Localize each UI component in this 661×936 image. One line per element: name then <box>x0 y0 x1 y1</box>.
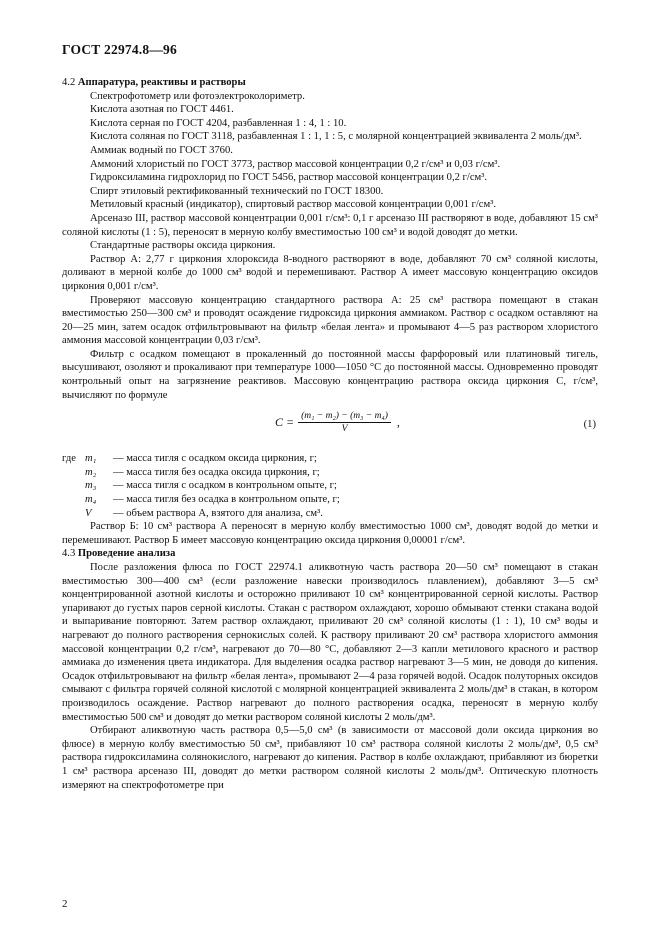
paragraph: Кислота азотная по ГОСТ 4461. <box>90 104 234 116</box>
paragraph: Аммоний хлористый по ГОСТ 3773, раствор массовой концентрации 0,2 г/см³ и 0,03 г/см³. <box>90 158 501 170</box>
paragraph: Фильтр с осадком помещают в прокаленный до постоянной массы фарфоровый или платиновый тигель, высушивают, озоляют и прокаливают при температуре 1000—1050 °С до постоянной массы. Одновременно проводят контрольный опыт на загрязнение реактивов. Массовую концентрацию раствора оксида циркония С, г/см³, вычисляют по формуле <box>62 348 598 401</box>
paragraph: Раствор Б: 10 см³ раствора А переносят в мерную колбу вместимостью 1000 см³, доводят водой до метки и перемешивают. Раствор Б имеет массовую концентрацию оксида циркония 0,00001 г/см³. <box>62 521 598 546</box>
paragraph: Отбирают аликвотную часть раствора 0,5—5,0 см³ (в зависимости от массовой доли оксида циркония во флюсе) в мерную колбу вместимостью 50 см³, прибавляют 10 см³ раствора соляной кислоты 2 моль/дм³, 0,5 см³ раствора гидроксиламина солянокислого, нагревают до кипения. Раствор в колбе охлаждают, прибавляют из бюретки 1 см³ раствора арсеназо III, доводят до метки раствором соляной кислоты 2 моль/дм³. Оптическую плотность измеряют на спектрофотометре при <box>62 725 598 791</box>
legend-row <box>62 507 598 521</box>
legend-row <box>62 452 598 466</box>
legend-text: — масса тигля с осадком оксида циркония, г; <box>113 453 317 465</box>
legend-text: — масса тигля с осадком в контрольном опыте, г; <box>113 480 337 492</box>
section-number: 4.3 <box>62 548 76 560</box>
paragraph: Кислота соляная по ГОСТ 3118, разбавленная 1 : 1, 1 : 5, с молярной концентрацией эквивалента 2 моль/дм³. <box>90 131 582 143</box>
formula-fraction <box>298 410 391 435</box>
page-number: 2 <box>62 898 68 910</box>
paragraph: Кислота серная по ГОСТ 4204, разбавленная 1 : 4, 1 : 10. <box>90 117 347 129</box>
legend-symbol: m₃ <box>85 480 97 492</box>
paragraph: Спектрофотометр или фотоэлектроколориметр. <box>90 90 305 102</box>
formula-block <box>62 406 598 450</box>
section-title: Проведение анализа <box>77 548 176 560</box>
document-header: ГОСТ 22974.8—96 <box>62 42 177 57</box>
paragraph: Метиловый красный (индикатор), спиртовый раствор массовой концентрации 0,001 г/см³. <box>90 199 497 211</box>
formula-numerator: (m₁ − m₂) − (m₃ − m₄) <box>298 410 391 423</box>
legend-symbol: m₁ <box>85 453 97 465</box>
legend-text: — масса тигля без осадка в контрольном опыте, г; <box>113 494 340 506</box>
paragraph: Стандартные растворы оксида циркония. <box>90 240 276 252</box>
equation-number: (1) <box>583 419 596 431</box>
paragraph: После разложения флюса по ГОСТ 22974.1 аликвотную часть раствора 20—50 см³ помещают в стакан вместимостью 300—400 см³ (если разложение навески производилось плавлением), добавляют 3—5 см³ концентрированной азотной кислоты и осторожно приливают 10 см³ концентрированной серной кислоты. Раствор упаривают до густых паров серной кислоты. Стакан с раствором охлаждают, хорошо обмывают стенки стакана водой и выпаривание повторяют. Затем раствор охлаждают, приливают 20 см³ соляной кислоты (1 : 1), 10 см³ воды и нагревают до полного растворения сернокислых солей. К раствору приливают 20 см³ раствора хлористого аммония массовой концентрации 0,2 г/см³, нагревают до 70—80 °С, добавляют 2—3 капли метилового красного и раствор аммиака до изменения цвета индикатора. Для выделения осадка раствор нагревают 3—5 мин, не доводя до кипения. Осадок отфильтровывают на фильтр «белая лента», промывают 2—4 раза горячей водой. Осадок полуторных оксидов смывают с фильтра горячей соляной кислотой с молярной концентрацией эквивалента 2 моль/дм³ в стакан, в котором производилось осаждение. Раствор нагревают до полного растворения осадка, переносят в мерную колбу вместимостью 500 см³ и доводят до метки раствором соляной кислоты 2 моль/дм³. <box>62 562 598 723</box>
paragraph: Гидроксиламина гидрохлорид по ГОСТ 5456, раствор массовой концентрации 0,2 г/см³. <box>90 172 488 184</box>
legend-row <box>62 493 598 507</box>
legend-intro: где <box>62 453 76 465</box>
formula <box>275 410 400 435</box>
paragraph: Раствор А: 2,77 г циркония хлороксида 8-водного растворяют в воде, добавляют 70 см³ соляной кислоты, доливают в мерной колбе до 1000 см³ водой и перемешивают. Раствор А имеет массовую концентрацию оксидов циркония 0,001 г/см³. <box>62 253 598 292</box>
formula-legend <box>62 452 598 520</box>
formula-comma: , <box>396 414 400 429</box>
document-body <box>62 76 598 792</box>
paragraph: Проверяют массовую концентрацию стандартного раствора А: 25 см³ раствора помещают в стакан вместимостью 250—300 см³ и проводят осаждение гидроксида циркония аммиаком. Раствор с осадком оставляют на 20—25 мин, затем осадок отфильтровывают на фильтр «белая лента» и промывают 4—5 раз раствором хлористого аммония массовой концентрации 0,03 г/см³. <box>62 294 598 347</box>
section-heading-4-3 <box>62 547 598 561</box>
legend-row <box>62 479 598 493</box>
legend-text: — масса тигля без осадка оксида циркония, г; <box>113 466 320 478</box>
section-number: 4.2 <box>62 77 76 88</box>
legend-symbol: m₄ <box>85 494 97 506</box>
section-title: Аппаратура, реактивы и растворы <box>77 77 246 88</box>
legend-symbol: V <box>85 507 92 519</box>
paragraph: Спирт этиловый ректификованный технический по ГОСТ 18300. <box>90 185 384 197</box>
paragraph: Арсеназо III, раствор массовой концентрации 0,001 г/см³: 0,1 г арсеназо III растворяют в воде, добавляют 15 см³ соляной кислоты (1 : 5), переносят в мерную колбу вместимостью 100 см³ и водой доводят до метки. <box>62 212 598 238</box>
section-heading-4-2 <box>62 76 598 90</box>
legend-symbol: m₂ <box>85 466 97 478</box>
legend-text: — объем раствора А, взятого для анализа, см³. <box>113 507 323 519</box>
legend-row <box>62 466 598 480</box>
formula-lhs: C = <box>275 414 295 429</box>
formula-denominator: V <box>341 424 348 435</box>
paragraph: Аммиак водный по ГОСТ 3760. <box>90 144 233 156</box>
